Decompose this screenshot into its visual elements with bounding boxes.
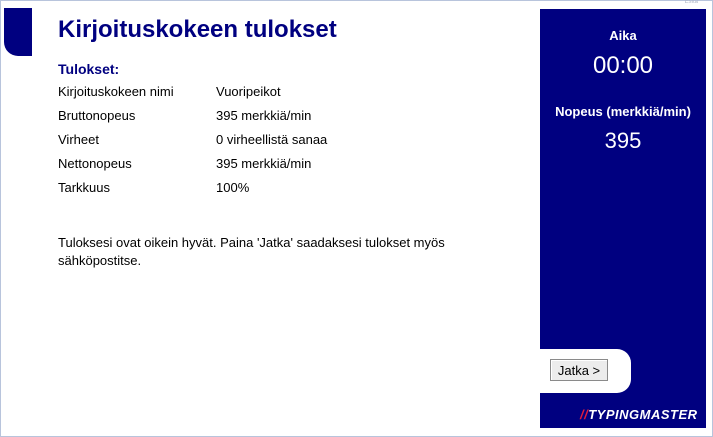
result-label: Nettonopeus (58, 156, 132, 171)
feedback-message: Tuloksesi ovat oikein hyvät. Paina 'Jatka' saadaksesi tulokset myös sähköpostitse. (58, 235, 445, 268)
button-panel (540, 349, 631, 393)
result-label: Tarkkuus (58, 180, 111, 195)
corner-tab-decoration (4, 8, 32, 56)
result-value: 395 merkkiä/min (216, 108, 312, 123)
result-label: Virheet (58, 132, 99, 147)
result-label: Kirjoituskokeen nimi (58, 84, 174, 99)
page-title: Kirjoituskokeen tulokset (58, 16, 337, 43)
result-value: 395 merkkiä/min (216, 156, 312, 171)
speed-label: Nopeus (merkkiä/min) (555, 104, 691, 119)
corner-label: Esita (684, 0, 698, 5)
result-value: 100% (216, 180, 250, 195)
result-value: 0 virheellistä sanaa (216, 132, 328, 147)
continue-button[interactable]: Jatka > (550, 359, 608, 381)
time-label: Aika (609, 28, 637, 43)
result-value: Vuoripeikot (216, 84, 281, 99)
results-heading: Tulokset: (58, 61, 120, 77)
speed-value: 395 (604, 128, 642, 153)
time-value: 00:00 (592, 52, 654, 79)
typingmaster-logo: //TYPINGMASTER (580, 407, 698, 422)
result-label: Bruttonopeus (58, 108, 136, 123)
